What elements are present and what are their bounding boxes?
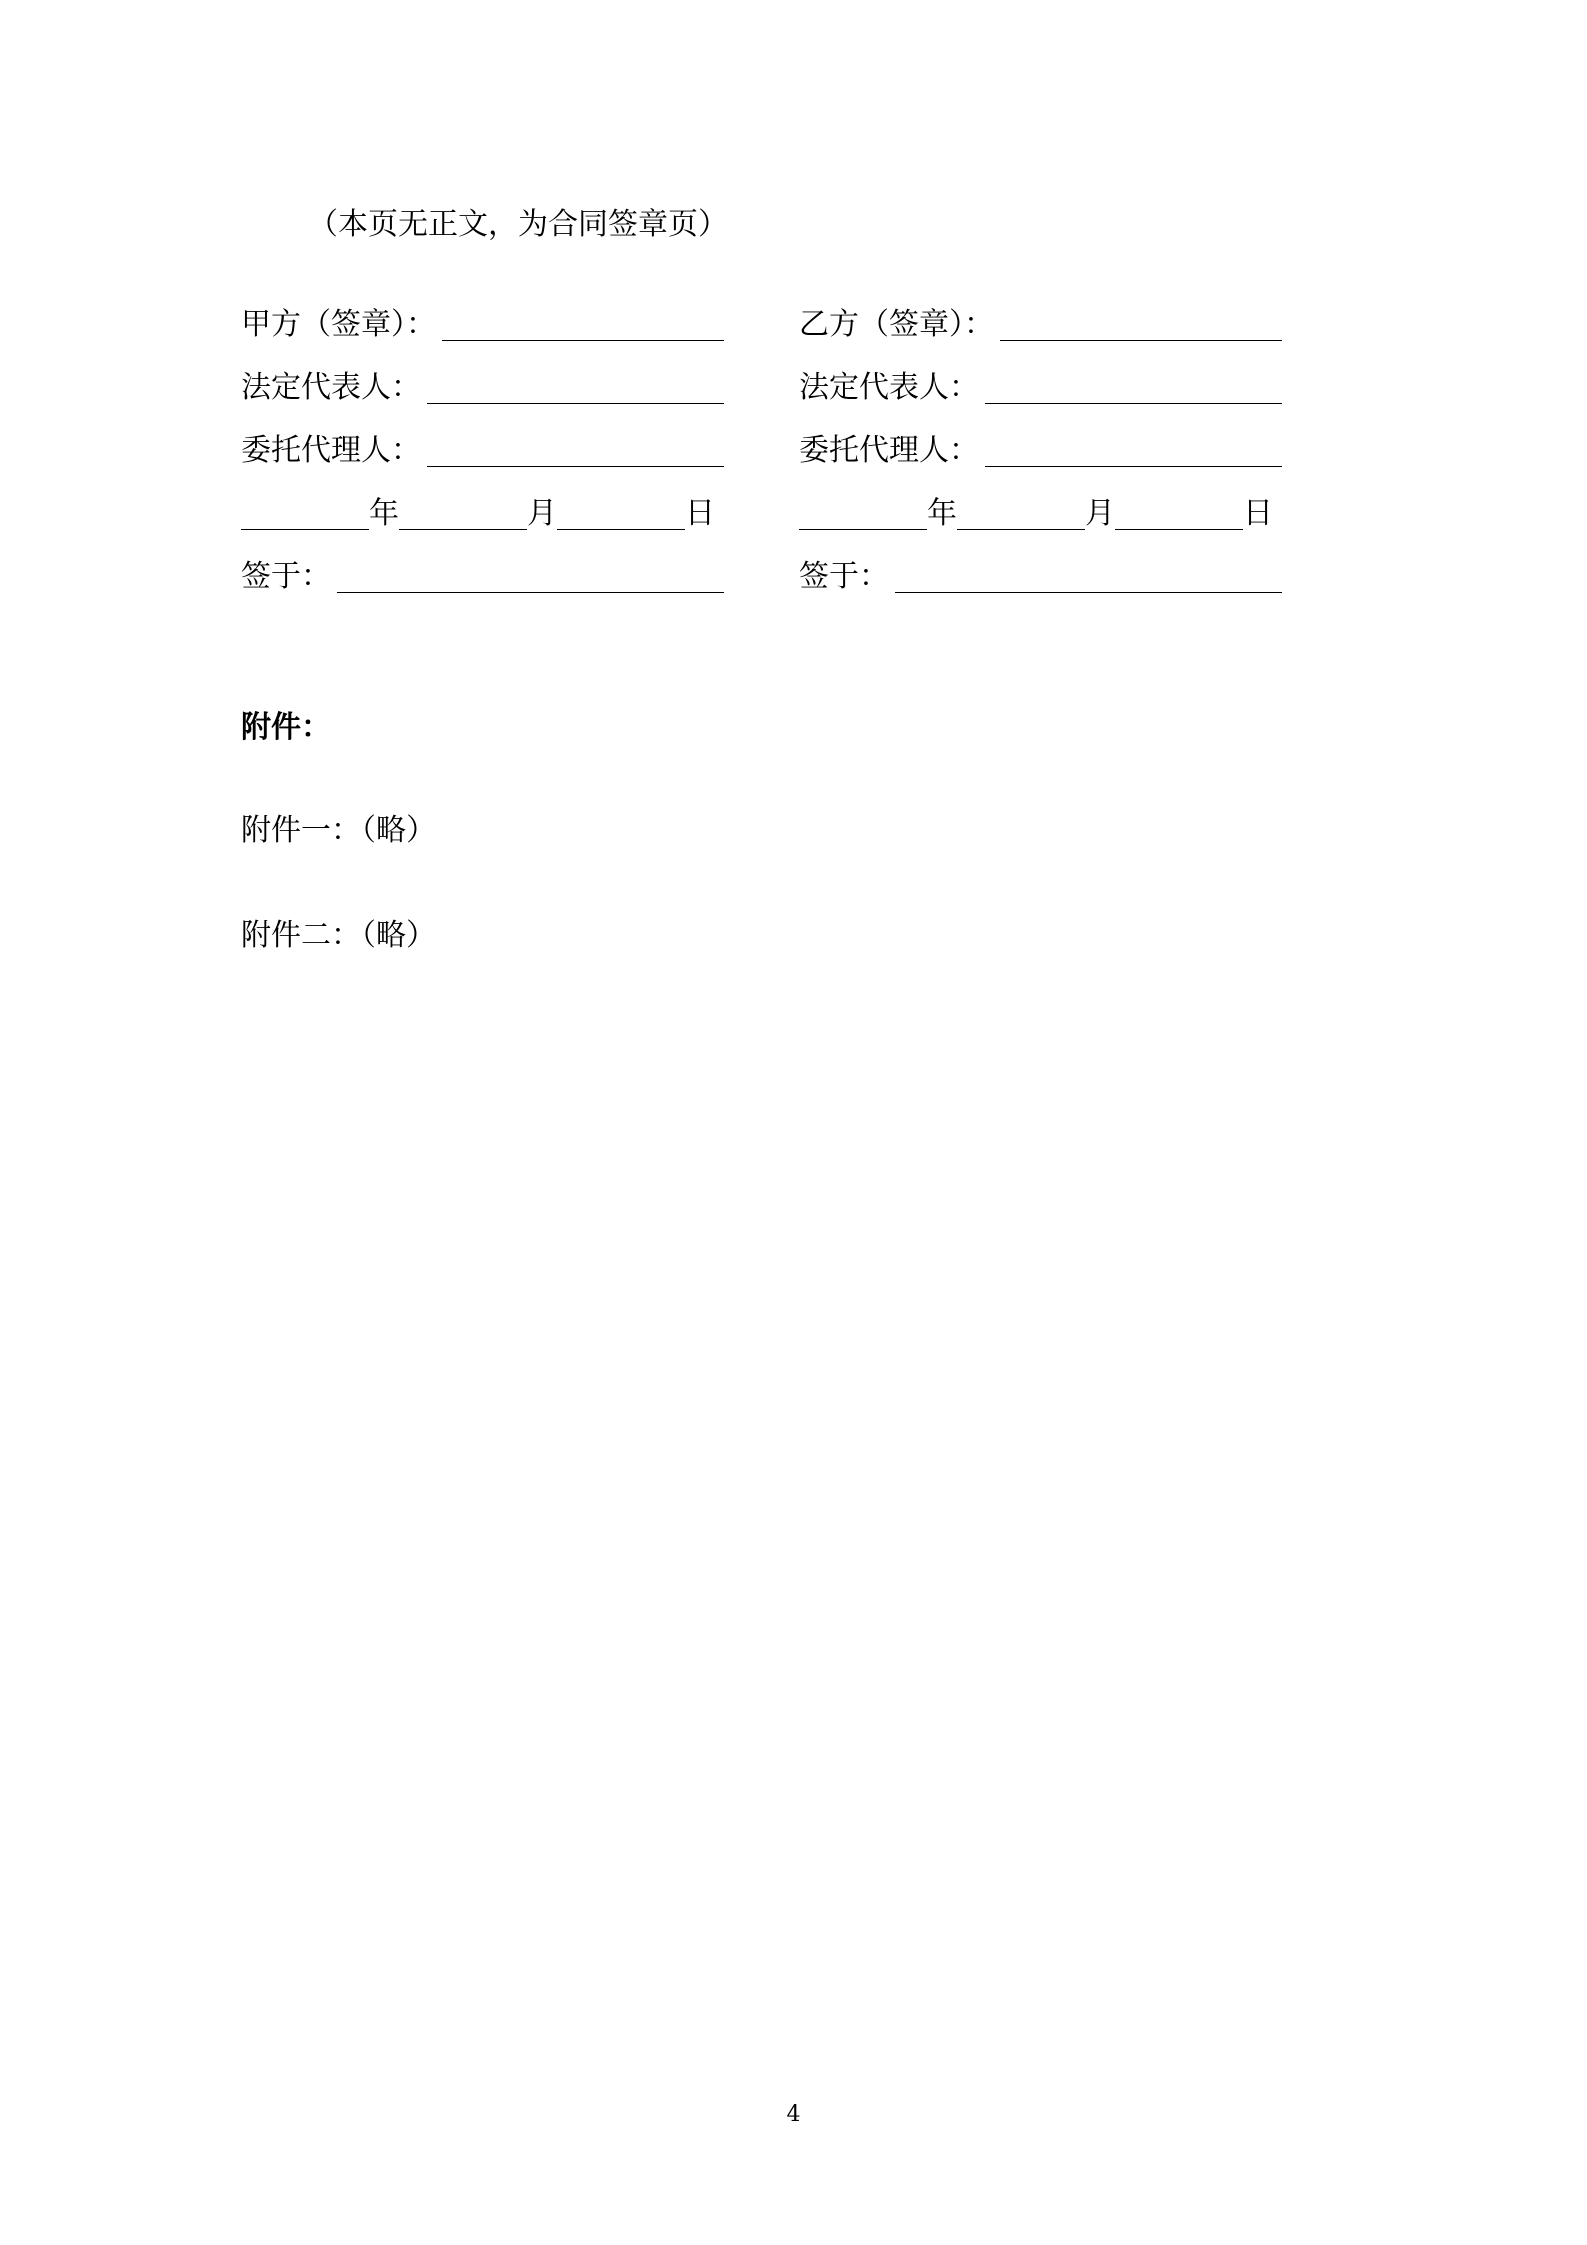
party-b-year-blank[interactable] (799, 529, 927, 530)
party-b-signed-at-blank[interactable] (895, 592, 1282, 593)
party-b-seal-label: 乙方（签章）： (799, 307, 994, 342)
party-b-signed-at-row (799, 557, 1282, 597)
signature-page-note: （本页无正文，为合同签章页） (308, 207, 728, 242)
attachment-item-2: 附件二：（略） (241, 918, 436, 953)
party-a-legal-rep-label: 法定代表人： (241, 370, 421, 405)
attachment-item-1: 附件一：（略） (241, 813, 436, 848)
party-b-legal-rep-row (799, 368, 1282, 408)
party-a-agent-row (241, 431, 724, 471)
party-b-seal-row (799, 305, 1282, 345)
party-b-agent-row (799, 431, 1282, 471)
party-a-agent-label: 委托代理人： (241, 433, 421, 468)
party-a-seal-row (241, 305, 724, 345)
party-b-seal-blank[interactable] (1000, 340, 1282, 341)
party-b-signed-at-label: 签于： (799, 559, 889, 594)
party-a-seal-blank[interactable] (442, 340, 724, 341)
party-a-signed-at-row (241, 557, 724, 597)
party-a-agent-blank[interactable] (427, 466, 724, 467)
party-a-month-blank[interactable] (399, 529, 527, 530)
party-b-signature-block (799, 305, 1282, 620)
party-a-signature-block (241, 305, 724, 620)
party-b-legal-rep-label: 法定代表人： (799, 370, 979, 405)
party-b-legal-rep-blank[interactable] (985, 403, 1282, 404)
party-a-year-label: 年 (369, 496, 399, 531)
party-b-month-label: 月 (1085, 496, 1115, 531)
party-a-year-blank[interactable] (241, 529, 369, 530)
party-a-month-label: 月 (527, 496, 557, 531)
party-a-day-label: 日 (685, 496, 715, 531)
party-a-date-row (241, 494, 724, 534)
party-a-signed-at-label: 签于： (241, 559, 331, 594)
party-a-day-blank[interactable] (557, 529, 685, 530)
party-b-agent-label: 委托代理人： (799, 433, 979, 468)
party-a-legal-rep-blank[interactable] (427, 403, 724, 404)
party-b-agent-blank[interactable] (985, 466, 1282, 467)
party-a-legal-rep-row (241, 368, 724, 408)
page-number: 4 (786, 2102, 801, 2127)
party-b-day-label: 日 (1243, 496, 1273, 531)
party-b-month-blank[interactable] (957, 529, 1085, 530)
party-b-date-row (799, 494, 1282, 534)
party-b-day-blank[interactable] (1115, 529, 1243, 530)
party-a-signed-at-blank[interactable] (337, 592, 724, 593)
attachments-heading: 附件： (241, 710, 331, 745)
party-b-year-label: 年 (927, 496, 957, 531)
party-a-seal-label: 甲方（签章）： (241, 307, 436, 342)
